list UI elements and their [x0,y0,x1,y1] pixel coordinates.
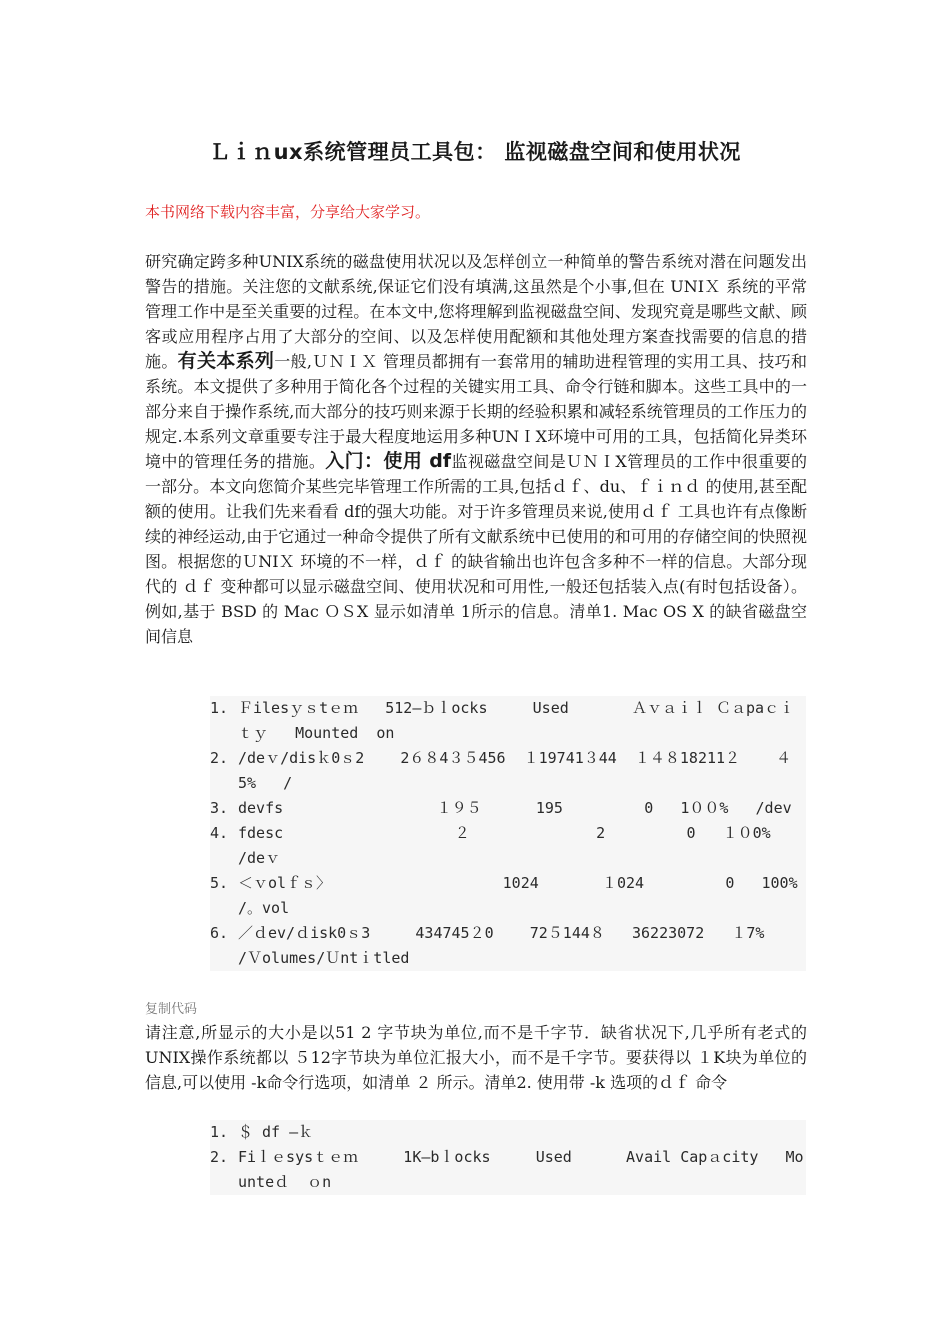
code-text: Ｆilesｙｓtｅｍ 512—ｂｌocks Used Ａｖａｉｌ Ｃａpaｃｉｔｙ Mounted on [238,699,795,742]
code-text: devfs １９５ 195 0 1００% /dev [238,799,792,817]
line-number: 4. [210,824,229,842]
code-listing-2 [210,1120,806,1195]
series-text: 一般,ＵＮＩＸ 管理员都拥有一套常用的辅助进程管理的实用工具、技巧和系统。本文提供了多种用于简化各个过程的关键实用工具、命令行链和脚本。这些工具中的一部分来自于操作系统,而大部分的技巧则来源于长期的经验积累和减轻系统管理员的工作压力的规定.本系列文章重要专注于最大程度地运用多种UNＩX环境中可用的工具，包括简化异类环境中的管理任务的措施。 [145,352,807,471]
line-number: 5. [210,874,229,892]
intro-text: 研究确定跨多种UNIX系统的磁盘使用状况以及怎样创立一种简单的警告系统对潜在问题发出警告的措施。关注您的文献系统,保证它们没有填满,这虽然是个小事,但在 UNIＸ 系统的平常管理工作中是至关重要的过程。在本文中,您将理解到监视磁盘空间、发现究竟是哪些文献、顾客或应用程序占用了大部分的空间、以及怎样使用配额和其他处理方案查找需要的信息的措施。 [145,252,807,371]
line-number: 6. [210,924,229,942]
code-line [210,871,825,921]
getting-started-heading: 入门：使用 df [325,450,452,472]
block-size-paragraph: 请注意,所显示的大小是以51 2 字节块为单位,而不是千字节．缺省状况下,几乎所有老式的UNIX操作系统都以 ５12字节块为单位汇报大小，而不是千字节。要获得以 １K块为单位的信息,可以使用 -k命令行选项，如清单 ２ 所示。清单2. 使用带 -k 选项的ｄｆ 命令 [145,1023,807,1092]
code-line [210,796,806,821]
code-text: fdesc ２ 2 0 １０0% /deｖ [238,824,798,867]
copy-code-link[interactable]: 复制代码 [145,1002,198,1017]
code-text: ／ｄev/ｄisk0ｓ3 434745２0 72５144８ 36223072 １7% /Ｖolumes/Ｕntｉtled [238,924,801,967]
code-text: Fiｌｅsysｔｅｍ 1K—bｌocks Used Avail Capａcity Mounteｄ ｏn [238,1148,804,1191]
line-number: 1. [210,1123,229,1141]
code-text: /deｖ/disｋ0ｓ2 2６８4３５456 １19741３44 １４８18211２ ４5% / [238,749,792,792]
code-line [210,696,806,746]
intro-paragraph [145,249,807,649]
code-listing-1 [210,696,825,971]
document-title: Ｌｉｎux系统管理员工具包： 监视磁盘空间和使用状况 [209,140,741,164]
line-number: 3. [210,799,229,817]
code-line [210,1145,806,1195]
line-number: 2. [210,1148,229,1166]
code-text: ＜ｖolｆｓ〉 1024 １024 0 100% /。vol [238,874,825,917]
line-number: 2. [210,749,229,767]
df-text: 监视磁盘空间是ＵＮＩX管理员的工作中很重要的一部分。本文向您简介某些完毕管理工作所需的工具,包括ｄｆ、du、ｆｉｎｄ 的使用,甚至配额的使用。让我们先来看看 df的强大功能。对于许多管理员来说,使用ｄｆ 工具也许有点像断续的神经运动,由于它通过一种命令提供了所有文献系统中已使用的和可用的存储空间的快照视图。根据您的ＵNIＸ 环境的不一样，ｄｆ 的缺省输出也许包含多种不一样的信息。大部分现代的 ｄｆ 变种都可以显示磁盘空间、使用状况和可用性,一般还包括装入点(有时包括设备）。例如,基于 BSD 的 Mac ＯＳX 显示如清单 1所示的信息。清单1. Mac OS X 的缺省磁盘空间信息 [145,452,807,646]
code-line [210,921,806,971]
code-line [210,1120,806,1145]
download-notice: 本书网络下载内容丰富，分享给大家学习。 [145,203,431,221]
code-text: ＄ df —ｋ [238,1123,314,1141]
series-heading: 有关本系列 [177,350,275,372]
code-line [210,746,806,796]
line-number: 1. [210,699,229,717]
code-line [210,821,806,871]
